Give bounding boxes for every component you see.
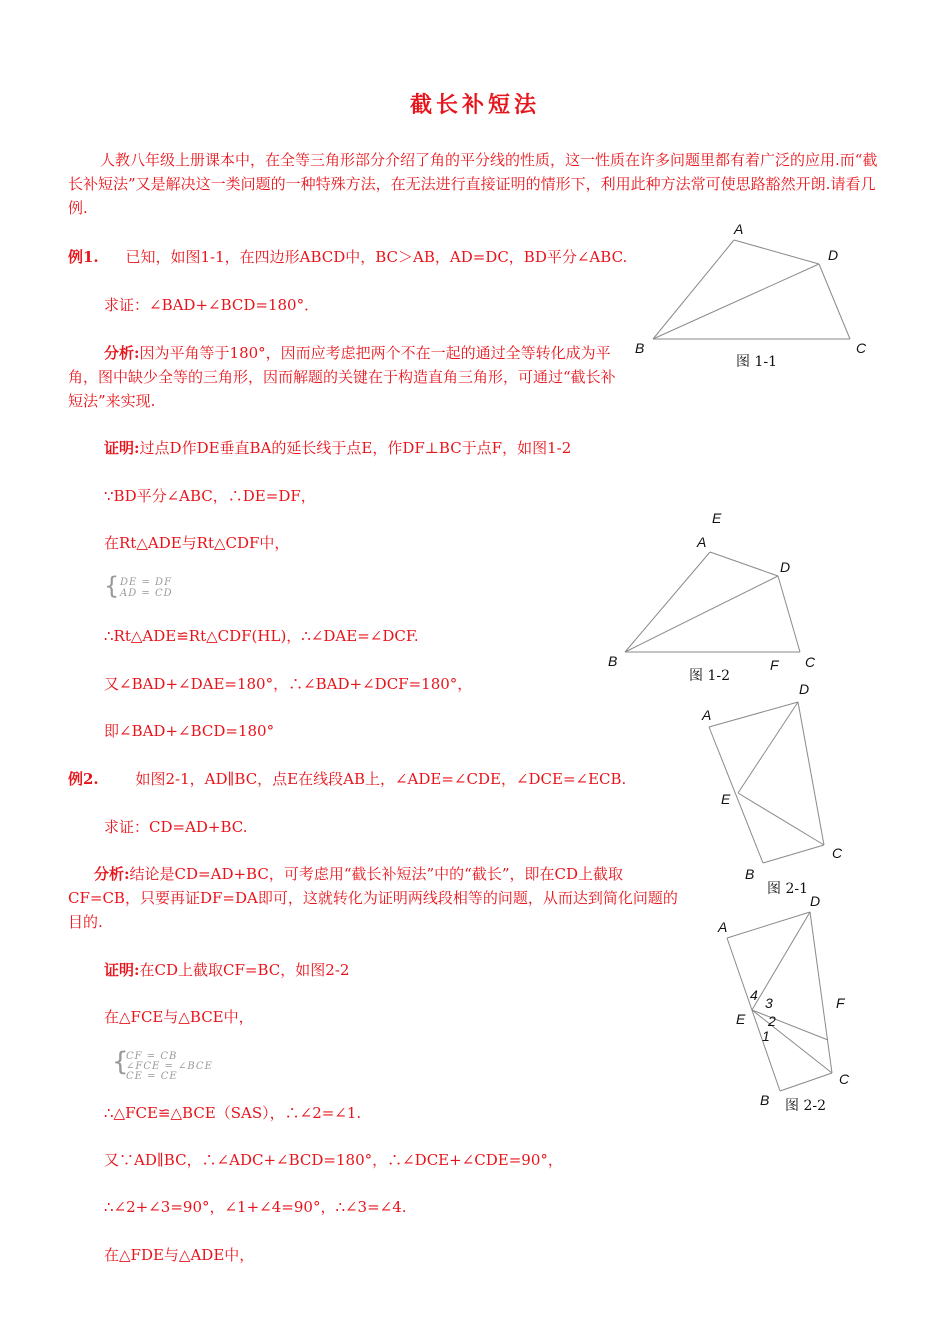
fig1-1-point-a: A	[734, 221, 744, 237]
fig2-2-angle-3: 3	[765, 995, 773, 1011]
fig2-2-angle-2: 2	[768, 1013, 776, 1029]
fig1-2-point-d: D	[780, 559, 791, 575]
example1-analysis-text: 因为平角等于180°，因而应考虑把两个不在一起的通过全等转化成为平角，图中缺少全等的三角形，因而解题的关键在于构造直角三角形，可通过“截长补短法”来实现.	[68, 344, 616, 410]
example2-given: 如图2-1，AD∥BC，点E在线段AB上，∠ADE=∠CDE，∠DCE=∠ECB.	[135, 770, 627, 788]
fig1-1-point-b: B	[635, 340, 645, 356]
example1-step3: ∴Rt△ADE≌Rt△CDF(HL)，∴∠DAE=∠DCF.	[104, 627, 419, 645]
example2-step4: ∴∠2+∠3=90°，∠1+∠4=90°，∴∠3=∠4.	[104, 1198, 407, 1216]
example2-step1: 在△FCE与△BCE中，	[104, 1008, 254, 1026]
fig1-2-point-a: A	[697, 534, 707, 550]
example2-system-line1: CF = CB	[126, 1051, 178, 1062]
fig1-1-point-c: C	[856, 340, 867, 356]
fig2-2-point-b: B	[760, 1092, 770, 1108]
example2-step3: 又∵AD∥BC，∴∠ADC+∠BCD=180°，∴∠DCE+∠CDE=90°，	[104, 1151, 563, 1169]
fig2-2-caption: 图 2-2	[785, 1098, 826, 1114]
fig1-2-caption: 图 1-2	[689, 668, 730, 684]
page-title: 截长补短法	[409, 92, 540, 118]
fig2-1-caption: 图 2-1	[767, 881, 808, 897]
example2-brace: {	[112, 1047, 129, 1077]
example1-given: 已知，如图1-1，在四边形ABCD中，BC＞AB，AD=DC，BD平分∠ABC.	[125, 248, 628, 266]
fig2-1-point-e: E	[721, 791, 731, 807]
example2-label: 例2.	[68, 770, 99, 788]
fig1-2-point-c: C	[805, 654, 816, 670]
fig2-1-point-a: A	[702, 707, 712, 723]
fig1-2-point-b: B	[608, 653, 618, 669]
fig1-2-point-f: F	[770, 657, 779, 673]
example2-system-line2: ∠FCE = ∠BCE	[126, 1061, 213, 1072]
example1-label: 例1.	[68, 248, 99, 266]
example2-analysis-text: 结论是CD=AD+BC，可考虑用“截长补短法”中的“截长”，即在CD上截取CF=CB，只要再证DF=DA即可，这就转化为证明两线段相等的问题，从而达到简化问题的目的.	[68, 865, 678, 931]
fig2-2-angle-1: 1	[762, 1028, 770, 1044]
fig2-2-point-e: E	[736, 1011, 746, 1027]
fig1-1-point-d: D	[828, 247, 839, 263]
example1-system-line1: DE = DF	[120, 577, 173, 588]
example1-prove: 求证：∠BAD+∠BCD=180°．	[104, 296, 320, 314]
fig2-2-point-c: C	[839, 1071, 850, 1087]
example2-proof-intro: 在CD上截取CF=BC，如图2-2	[139, 961, 350, 979]
example2-step5: 在△FDE与△ADE中，	[104, 1246, 255, 1264]
fig2-2-point-d: D	[810, 893, 821, 909]
example2-prove: 求证：CD=AD+BC.	[104, 818, 248, 836]
example1-analysis-label: 分析:	[104, 344, 140, 362]
example1-brace: {	[104, 572, 120, 600]
example2-system-line3: CE = CE	[126, 1071, 178, 1082]
example2-step2: ∴△FCE≌△BCE（SAS），∴∠2=∠1.	[104, 1104, 362, 1122]
fig2-2-angle-4: 4	[750, 987, 758, 1003]
fig2-1-point-b: B	[745, 866, 755, 882]
fig2-2-point-f: F	[836, 995, 845, 1011]
fig1-2-point-e: E	[712, 510, 722, 526]
example1-step2: 在Rt△ADE与Rt△CDF中，	[104, 534, 290, 552]
example1-proof-label: 证明:	[104, 439, 140, 457]
example1-proof-intro: 过点D作DE垂直BA的延长线于点E，作DF⊥BC于点F，如图1-2	[139, 439, 572, 457]
example2-proof-label: 证明:	[104, 961, 140, 979]
example1-step5: 即∠BAD+∠BCD=180°	[104, 722, 275, 740]
example2-analysis-label: 分析:	[94, 865, 130, 883]
intro-paragraph: 人教八年级上册课本中，在全等三角形部分介绍了角的平分线的性质，这一性质在许多问题里都有着广泛的应用.而“截长补短法”又是解决这一类问题的一种特殊方法，在无法进行直接证明的情形下，利用此种方法常可使思路豁然开朗.请看几例.	[68, 151, 878, 217]
example1-step1: ∵BD平分∠ABC，∴DE=DF，	[104, 487, 316, 505]
fig1-1-caption: 图 1-1	[736, 354, 777, 370]
example1-step4: 又∠BAD+∠DAE=180°，∴∠BAD+∠DCF=180°，	[104, 675, 473, 693]
fig2-1-point-c: C	[832, 845, 843, 861]
fig2-2-point-a: A	[718, 919, 728, 935]
fig2-1-point-d: D	[799, 681, 810, 697]
example1-system-line2: AD = CD	[120, 588, 173, 599]
